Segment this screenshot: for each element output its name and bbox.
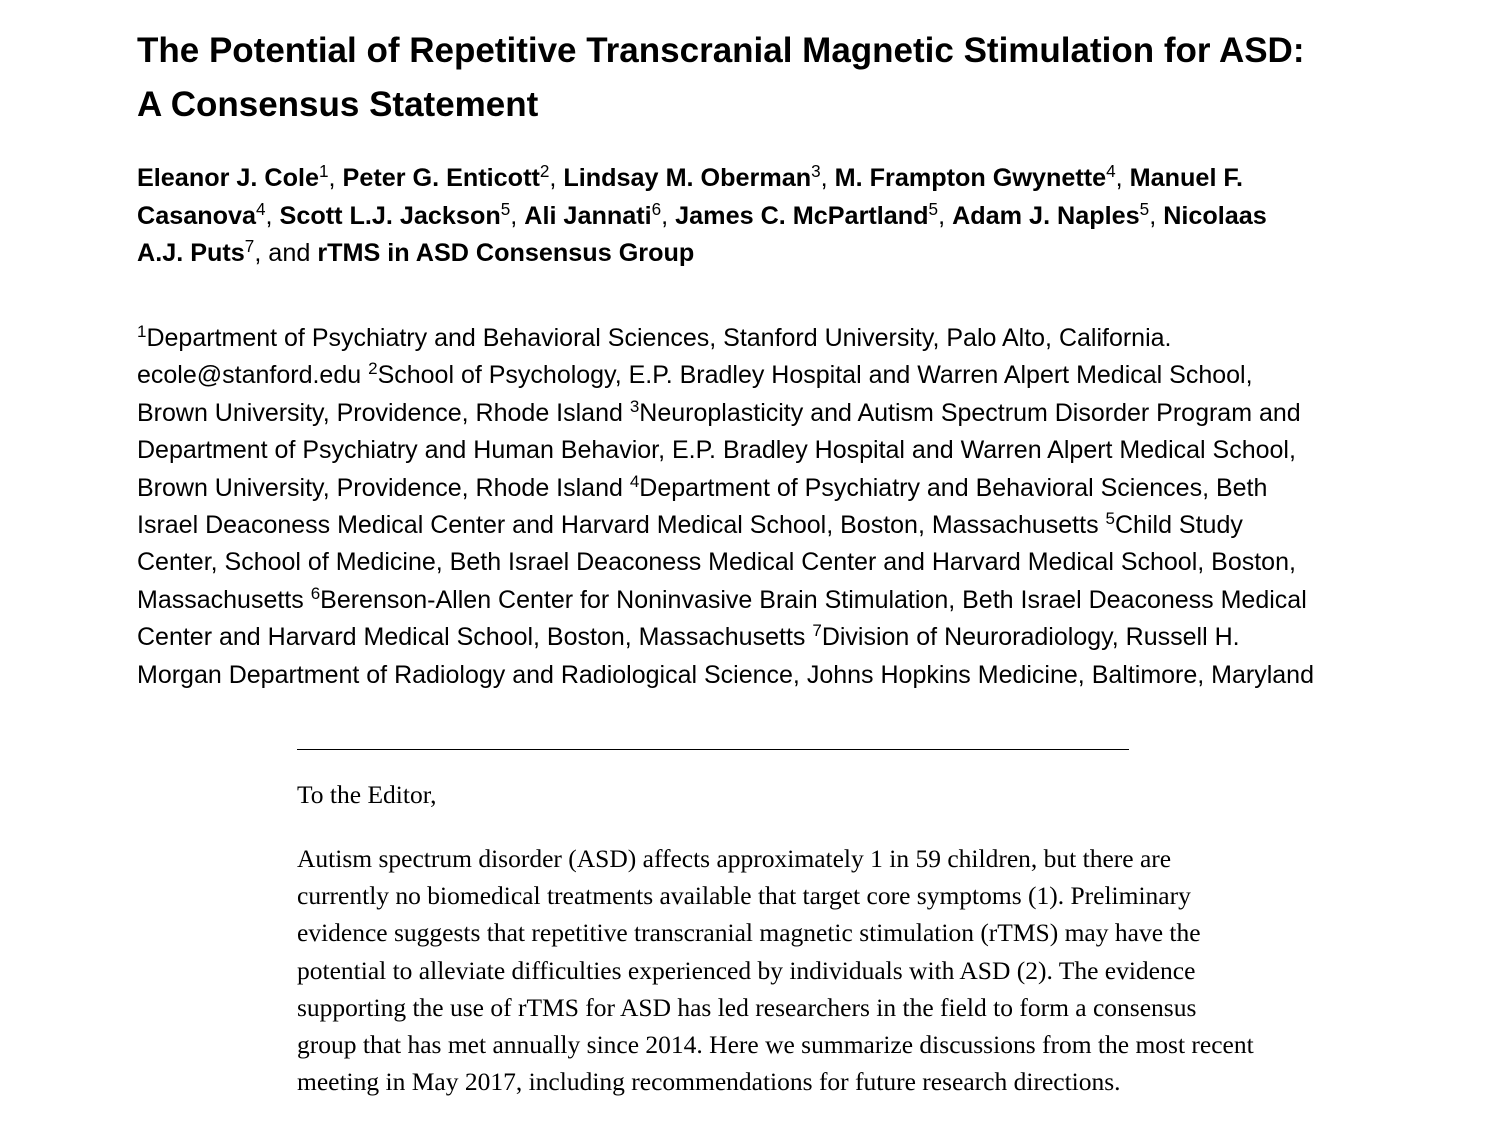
affiliation-text: School of Psychology, E.P. Bradley Hospital and Warren Alpert Medical School, Brown University, Providence, Rhode Island [137,361,1253,427]
author-affiliation-marker: 3 [811,161,821,182]
author-separator: , [1149,201,1164,230]
author-name: Scott L.J. Jackson [279,201,501,230]
author-separator: , [661,201,676,230]
author-affiliation-marker: 4 [256,198,266,219]
author-separator: , [549,164,564,192]
affiliation-text: Neuroplasticity and Autism Spectrum Disorder Program and Department of Psychiatry and Human Behavior, E.P. Bradley Hospital and Warren Alpert Medical School, Brown University, Providence, Rhode Island [137,398,1301,502]
letter-salutation: To the Editor, [297,780,437,809]
affiliation-text: Division of Neuroradiology, Russell H. Morgan Department of Radiology and Radiological Science, Johns Hopkins Medicine, Baltimore, Maryland [137,623,1314,689]
author-entry [563,161,835,192]
author-list [137,160,1317,273]
author-name: Manuel F. Casanova [137,164,1244,230]
paper-title: The Potential of Repetitive Transcranial Magnetic Stimulation for ASD: A Consensus Statement [137,31,1305,124]
author-name: Adam J. Naples [952,201,1140,230]
author-name: Eleanor J. Cole [137,164,319,192]
author-separator: , [1115,164,1130,192]
letter-body-paragraph: Autism spectrum disorder (ASD) affects approximately 1 in 59 children, but there are currently no biomedical treatments available that target core symptoms (1). Preliminary evidence suggests that repetitive transcranial magnetic stimulation (rTMS) may have the potential to alleviate difficulties experienced by individuals with ASD (2). The evidence supporting the use of rTMS for ASD has led researchers in the field to form a consensus group that has met annually since 2014. Here we summarize discussions from the most recent meeting in May 2017, including recommendations for future research directions. [297,844,1254,1097]
affiliation-marker: 1 [137,322,147,342]
author-affiliation-marker: 4 [1106,161,1116,182]
affiliation-marker: 4 [629,471,640,491]
author-affiliation-marker: 5 [928,198,939,219]
author-entry [279,198,525,230]
affiliation-marker: 3 [629,396,640,416]
author-entry [952,198,1164,230]
author-entry [342,161,564,192]
author-entry [317,239,694,267]
author-name: Peter G. Enticott [342,164,540,192]
author-name: Ali Jannati [524,201,652,230]
affiliation-text: Child Study Center, School of Medicine, Beth Israel Deaconess Medical Center and Harvard Medical School, Boston, Massachusetts [137,511,1296,614]
section-divider [297,749,1129,750]
author-entry [675,198,953,230]
author-affiliation-marker: 1 [318,161,329,182]
author-separator: , [938,201,953,230]
affiliation-text: Department of Psychiatry and Behavioral Sciences, Stanford University, Palo Alto, California. ecole@stanford.edu [137,324,1172,390]
affiliation-text: Department of Psychiatry and Behavioral Sciences, Beth Israel Deaconess Medical Center and Harvard Medical School, Boston, Massachusetts [137,473,1268,540]
author-affiliation-marker: 5 [500,198,511,219]
author-separator: , [265,201,280,230]
author-entry [834,161,1130,192]
author-affiliation-marker: 7 [244,236,255,257]
author-name: M. Frampton Gwynette [834,164,1107,192]
author-separator: , [510,201,525,230]
affiliation-marker: 7 [812,621,822,641]
author-affiliation-marker: 2 [539,161,550,182]
affiliation-marker: 5 [1105,509,1115,529]
author-separator: , and [254,239,318,267]
author-name: Nicolaas A.J. Puts [137,201,1267,267]
author-name: rTMS in ASD Consensus Group [317,239,695,267]
affiliation-marker: 6 [310,584,321,604]
author-name: Lindsay M. Oberman [563,164,812,192]
author-entry [137,161,343,192]
author-separator: , [328,164,343,192]
affiliation-marker: 2 [368,359,378,379]
author-affiliation-marker: 6 [651,198,662,219]
affiliation-text: Berenson-Allen Center for Noninvasive Brain Stimulation, Beth Israel Deaconess Medical Center and Harvard Medical School, Boston, Massachusetts [137,585,1307,652]
author-name: James C. McPartland [675,201,929,230]
author-entry [524,198,676,230]
author-affiliation-marker: 5 [1139,198,1150,219]
affiliation-list [137,320,1317,694]
author-separator: , [820,164,835,192]
